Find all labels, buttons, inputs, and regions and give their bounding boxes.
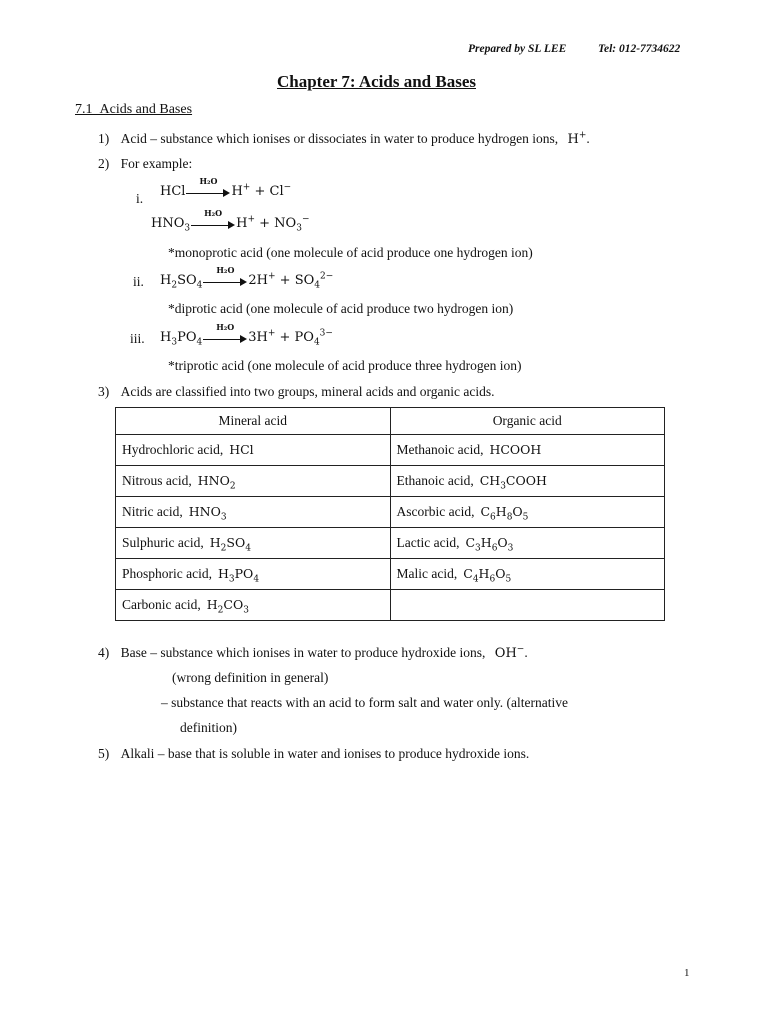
section-name: Acids and Bases	[99, 102, 193, 117]
reaction-arrow: H₂O	[203, 274, 247, 288]
point-text: For example:	[120, 156, 193, 171]
point-4-alt-definition-cont: definition)	[180, 720, 237, 735]
mineral-cell: Hydrochloric acid, HCl	[116, 435, 391, 466]
point-1: 1) Acid – substance which ionises or dissociates in water to produce hydrogen ions, H+.	[98, 130, 590, 147]
example-label-ii: ii.	[133, 274, 144, 289]
prepared-by: Prepared by SL LEE	[468, 43, 567, 55]
point-text: Alkali – base that is soluble in water and ionises to produce hydroxide ions.	[120, 746, 530, 761]
organic-cell: Methanoic acid, HCOOH	[390, 435, 665, 466]
note-monoprotic: *monoprotic acid (one molecule of acid produce one hydrogen ion)	[168, 245, 533, 260]
ion-formula: H+	[567, 130, 587, 147]
table-row	[116, 559, 665, 590]
point-4-note: (wrong definition in general)	[172, 670, 329, 685]
mineral-cell: Phosphoric acid, $H_3PO_4$	[116, 559, 391, 590]
acid-classification-table	[115, 407, 665, 621]
table-header-row	[116, 408, 665, 435]
note-triprotic: *triprotic acid (one molecule of acid produce three hydrogen ion)	[168, 358, 522, 373]
column-header-organic: Organic acid	[390, 408, 665, 435]
mineral-cell: Sulphuric acid, $H_2SO_4$	[116, 528, 391, 559]
page-title: Chapter 7: Acids and Bases	[277, 72, 476, 91]
mineral-cell: Nitrous acid, $HNO_2$	[116, 466, 391, 497]
organic-cell: Lactic acid, $C_3H_6O_3$	[390, 528, 665, 559]
note-diprotic: *diprotic acid (one molecule of acid produce two hydrogen ion)	[168, 301, 514, 316]
point-2	[98, 156, 192, 172]
table-row	[116, 435, 665, 466]
page-number: 1	[684, 967, 690, 979]
section-heading	[75, 102, 192, 118]
mineral-cell: Nitric acid, $HNO_3$	[116, 497, 391, 528]
point-number: 3)	[98, 384, 110, 399]
point-3	[98, 384, 495, 400]
equation-hno3: $HNO_3$ H₂O $H^+ + NO_3^-$	[151, 207, 310, 234]
table-row	[116, 497, 665, 528]
example-label-i: i.	[136, 191, 144, 206]
table-row	[116, 590, 665, 621]
equation-h2so4: $H_2SO_4$ H₂O $2H^+ + SO_4^{2-}$	[160, 264, 334, 291]
point-text: Base – substance which ionises in water to produce hydroxide ions,	[120, 645, 486, 660]
example-label-iii: iii.	[130, 331, 145, 346]
reaction-arrow: H₂O	[203, 331, 247, 345]
point-4: 4) Base – substance which ionises in water to produce hydroxide ions, OH−.	[98, 644, 528, 661]
table-row	[116, 466, 665, 497]
section-number: 7.1	[75, 102, 93, 117]
ion-formula: OH−	[494, 644, 525, 661]
reaction-arrow: H₂O	[186, 185, 230, 199]
point-number: 1)	[98, 131, 110, 146]
point-text: Acid – substance which ionises or dissociates in water to produce hydrogen ions,	[120, 131, 559, 146]
mineral-cell: Carbonic acid, $H_2CO_3$	[116, 590, 391, 621]
point-text: Acids are classified into two groups, mineral acids and organic acids.	[120, 384, 495, 399]
column-header-mineral: Mineral acid	[116, 408, 391, 435]
table-row	[116, 528, 665, 559]
point-number: 5)	[98, 746, 110, 761]
reaction-arrow: H₂O	[191, 217, 235, 231]
equation-hcl: HCl H₂O H+ + Cl−	[160, 175, 292, 199]
organic-cell: Malic acid, $C_4H_6O_5$	[390, 559, 665, 590]
point-4-alt-definition: – substance that reacts with an acid to form salt and water only. (alternative	[161, 695, 568, 710]
telephone: Tel: 012-7734622	[598, 43, 681, 55]
point-number: 4)	[98, 645, 110, 660]
organic-cell	[390, 590, 665, 621]
equation-h3po4: $H_3PO_4$ H₂O $3H^+ + PO_4^{3-}$	[160, 321, 333, 348]
point-5	[98, 746, 529, 762]
organic-cell: Ascorbic acid, $C_6H_8O_5$	[390, 497, 665, 528]
point-number: 2)	[98, 156, 110, 171]
organic-cell: Ethanoic acid, $CH_3COOH$	[390, 466, 665, 497]
